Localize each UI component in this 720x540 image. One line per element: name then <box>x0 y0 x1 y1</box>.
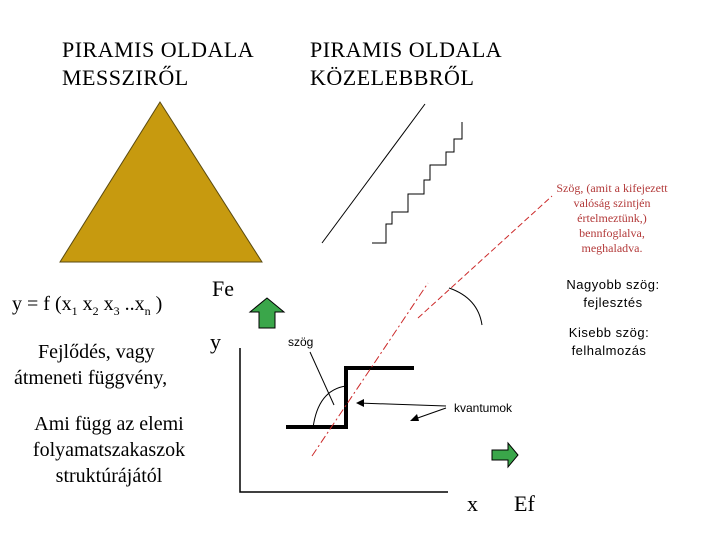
annotation-top-line5: meghaladva. <box>581 241 643 255</box>
formula <box>12 293 162 319</box>
formula-sub-1: 1 <box>71 304 78 318</box>
annotation-top-line4: bennfoglalva, <box>579 226 645 240</box>
label-fe: Fe <box>212 276 234 301</box>
label-x: x <box>467 491 478 516</box>
pyramid-triangle <box>60 102 262 262</box>
near-view-diagonal <box>322 104 425 243</box>
annotation-bigger-line2: fejlesztés <box>583 295 643 310</box>
left-paragraph-line3: struktúrájától <box>55 465 163 487</box>
annotation-bigger-angle <box>548 276 678 312</box>
label-ef: Ef <box>514 491 535 516</box>
title-near-line1: PIRAMIS OLDALA <box>310 37 503 62</box>
formula-sub-3: 3 <box>113 304 120 318</box>
formula-x2: x <box>77 293 93 315</box>
big-angle-arc <box>449 288 482 325</box>
pointer-szog <box>310 352 334 405</box>
title-near-line2: KÖZELEBBRŐL <box>310 65 475 90</box>
formula-lhs: y = f (x <box>12 293 72 315</box>
green-right-arrow <box>492 443 518 467</box>
annotation-smaller-angle <box>544 324 674 360</box>
step-function <box>286 368 414 427</box>
pointer-arrowhead-1 <box>356 399 364 407</box>
title-far-line2: MESSZIRŐL <box>62 65 189 90</box>
pointer-kvantumok-1 <box>358 403 446 406</box>
left-text-line1: Fejlődés, vagy <box>38 341 155 363</box>
label-kvantumok: kvantumok <box>454 401 513 415</box>
title-near <box>310 36 502 92</box>
title-far <box>62 36 254 92</box>
pointer-arrowhead-2 <box>410 414 419 421</box>
formula-sub-n: n <box>144 304 151 318</box>
annotation-top-line2: valóság szintjén <box>573 196 651 210</box>
annotation-top-line3: értelmeztünk,) <box>577 211 647 225</box>
small-angle-arc <box>313 386 346 428</box>
left-text-line2: átmeneti függvény, <box>14 367 168 389</box>
annotation-top-line1: Szög, (amit a kifejezett <box>556 181 668 195</box>
formula-close: ) <box>150 293 163 315</box>
annotation-szog-description <box>532 181 692 256</box>
label-y: y <box>210 329 221 354</box>
green-up-arrow <box>250 298 284 328</box>
near-view-staircase <box>372 122 462 243</box>
title-far-line1: PIRAMIS OLDALA <box>62 37 255 62</box>
label-szog: szög <box>288 335 314 349</box>
left-paragraph-line1: Ami függ az elemi <box>34 413 184 435</box>
annotation-smaller-line1: Kisebb szög: <box>568 325 650 340</box>
formula-sub-2: 2 <box>92 304 99 318</box>
annotation-smaller-line2: felhalmozás <box>571 343 647 358</box>
formula-x3: x <box>98 293 114 315</box>
left-paragraph-line2: folyamatszakaszok <box>32 439 186 461</box>
annotation-bigger-line1: Nagyobb szög: <box>566 277 660 292</box>
left-paragraph <box>14 411 204 489</box>
formula-dots: ..x <box>119 293 145 315</box>
